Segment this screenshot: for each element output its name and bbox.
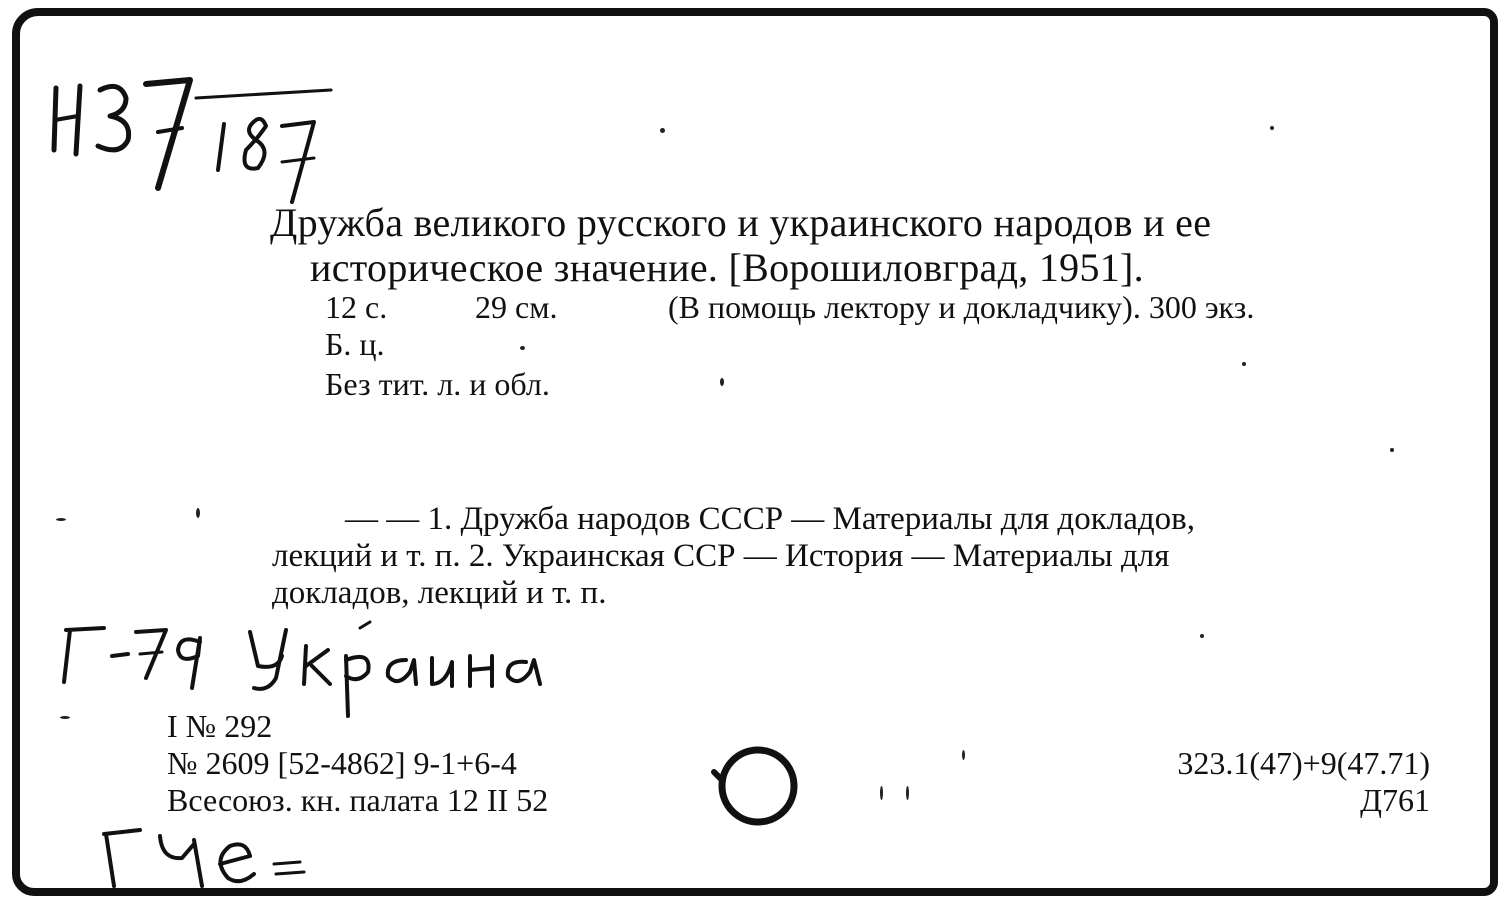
speck	[962, 750, 965, 760]
speck	[880, 786, 883, 800]
footer-inventory: I № 292	[167, 708, 273, 744]
title-line-2: историческое значение. [Ворошиловград, 1951].	[310, 245, 1144, 290]
title-line-1: Дружба великого русского и украинского народов и ее	[270, 200, 1212, 245]
punch-hole	[706, 742, 816, 832]
physical-note: Без тит. л. и обл.	[325, 366, 550, 402]
speck	[56, 518, 66, 521]
collation-pages: 12 с.	[325, 289, 388, 325]
collation-size: 29 см.	[475, 289, 558, 325]
subject-line-2: лекций и т. п. 2. Украинская ССР — История — Материалы для	[272, 538, 1170, 574]
handwritten-note	[54, 612, 554, 722]
handwritten-initials	[90, 816, 330, 896]
price-note: Б. ц.	[325, 326, 385, 362]
speck	[1200, 634, 1204, 638]
speck	[660, 128, 665, 133]
speck	[906, 786, 909, 800]
speck	[1270, 126, 1274, 130]
speck	[1390, 448, 1394, 452]
speck	[1242, 362, 1246, 366]
speck	[60, 716, 70, 719]
subject-line-3: докладов, лекций и т. п.	[272, 575, 607, 611]
speck	[196, 508, 200, 518]
handwritten-shelfmark	[46, 58, 346, 208]
speck	[520, 346, 525, 350]
collation-series: (В помощь лектору и докладчику). 300 экз.	[668, 289, 1255, 325]
subject-line-1: — — 1. Дружба народов СССР — Материалы для докладов,	[345, 501, 1195, 537]
speck	[720, 378, 724, 386]
catalog-card	[12, 8, 1498, 896]
footer-chamber: Всесоюз. кн. палата 12 II 52	[167, 782, 549, 818]
author-mark: Д761	[1360, 782, 1430, 818]
footer-registration: № 2609 [52-4862] 9-1+6-4	[167, 745, 517, 781]
classification-code: 323.1(47)+9(47.71)	[1177, 745, 1430, 781]
